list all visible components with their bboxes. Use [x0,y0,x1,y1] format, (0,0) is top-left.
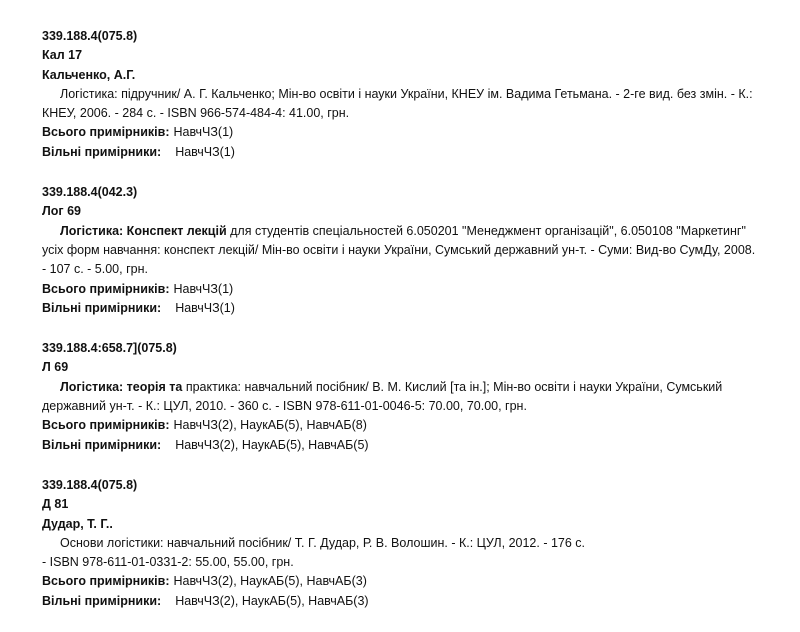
shelf-mark: Д 81 [42,497,69,512]
catalog-results [42,27,762,632]
free-copies-value[interactable]: НавчЧЗ(1) [175,144,235,159]
free-copies-label: Вільні примірники: [42,437,162,452]
catalog-record [42,339,762,455]
description-text: практика: навчальний посібник/ В. М. Кислий [та ін.]; Мін-во освіти і науки України, Сумський державний ун-т. - К.: ЦУЛ, 2010. - 360 с. - ISBN 978-611-01-0046-5: 70.00, 70.00, грн. [42,379,723,414]
classification-code: 339.188.4(042.3) [42,185,138,200]
bibliographic-description [42,378,762,417]
title-bold[interactable]: Логістика: Конспект лекцій [60,223,227,238]
free-copies-label: Вільні примірники: [42,593,162,608]
total-copies-value[interactable]: НавчЧЗ(2), НаукАБ(5), НавчАБ(3) [173,574,367,589]
total-copies-label: Всього примірників: [42,574,170,589]
total-copies [42,572,762,591]
free-copies-value[interactable]: НавчЧЗ(2), НаукАБ(5), НавчАБ(5) [175,437,369,452]
bibliographic-description [42,534,762,553]
description-text: Основи логістики: навчальний посібник/ Т. Г. Дудар, Р. В. Волошин. - К.: ЦУЛ, 2012. - 176 с. [60,535,586,550]
author: Кальченко, А.Г. [42,67,136,82]
total-copies [42,123,762,142]
free-copies [42,592,762,611]
catalog-record [42,476,762,611]
free-copies [42,143,762,162]
description-text: для студентів спеціальностей 6.050201 "Менеджмент організацій", 6.050108 "Маркетинг" усіх форм навчання: конспект лекцій/ Мін-во освіти і науки України, Сумський державний ун-т. - Суми: Вид-во СумДу, 2008. - 107 с. - 5.00, грн. [42,223,756,277]
total-copies-label: Всього примірників: [42,281,170,296]
total-copies-value[interactable]: НавчЧЗ(2), НаукАБ(5), НавчАБ(8) [173,418,367,433]
shelf-mark: Л 69 [42,360,69,375]
bibliographic-description-continued: - ISBN 978-611-01-0331-2: 55.00, 55.00, грн. [42,555,294,570]
free-copies-value[interactable]: НавчЧЗ(2), НаукАБ(5), НавчАБ(3) [175,593,369,608]
title-bold[interactable]: Логістика: теорія та [60,379,183,394]
description-text: Логістика: підручник/ А. Г. Кальченко; Мін-во освіти і науки України, КНЕУ ім. Вадима Гетьмана. - 2-ге вид. без змін. - К.: КНЕУ, 2006. - 284 с. - ISBN 966-574-484-4: 41.00, грн. [42,86,753,121]
classification-code: 339.188.4(075.8) [42,29,138,43]
shelf-mark: Лог 69 [42,204,81,219]
total-copies [42,416,762,435]
total-copies-label: Всього примірників: [42,418,170,433]
free-copies-value[interactable]: НавчЧЗ(1) [175,300,235,315]
classification-code: 339.188.4(075.8) [42,477,138,492]
author: Дудар, Т. Г.. [42,516,113,531]
total-copies-label: Всього примірників: [42,125,170,140]
bibliographic-description [42,85,762,124]
total-copies-value[interactable]: НавчЧЗ(1) [173,125,234,140]
free-copies [42,436,762,455]
catalog-record [42,27,762,162]
bibliographic-description [42,222,762,280]
free-copies [42,299,762,318]
free-copies-label: Вільні примірники: [42,144,162,159]
catalog-record [42,183,762,318]
total-copies [42,280,762,299]
total-copies-value[interactable]: НавчЧЗ(1) [173,281,234,296]
shelf-mark: Кал 17 [42,48,83,63]
free-copies-label: Вільні примірники: [42,300,162,315]
classification-code: 339.188.4:658.7](075.8) [42,341,177,356]
